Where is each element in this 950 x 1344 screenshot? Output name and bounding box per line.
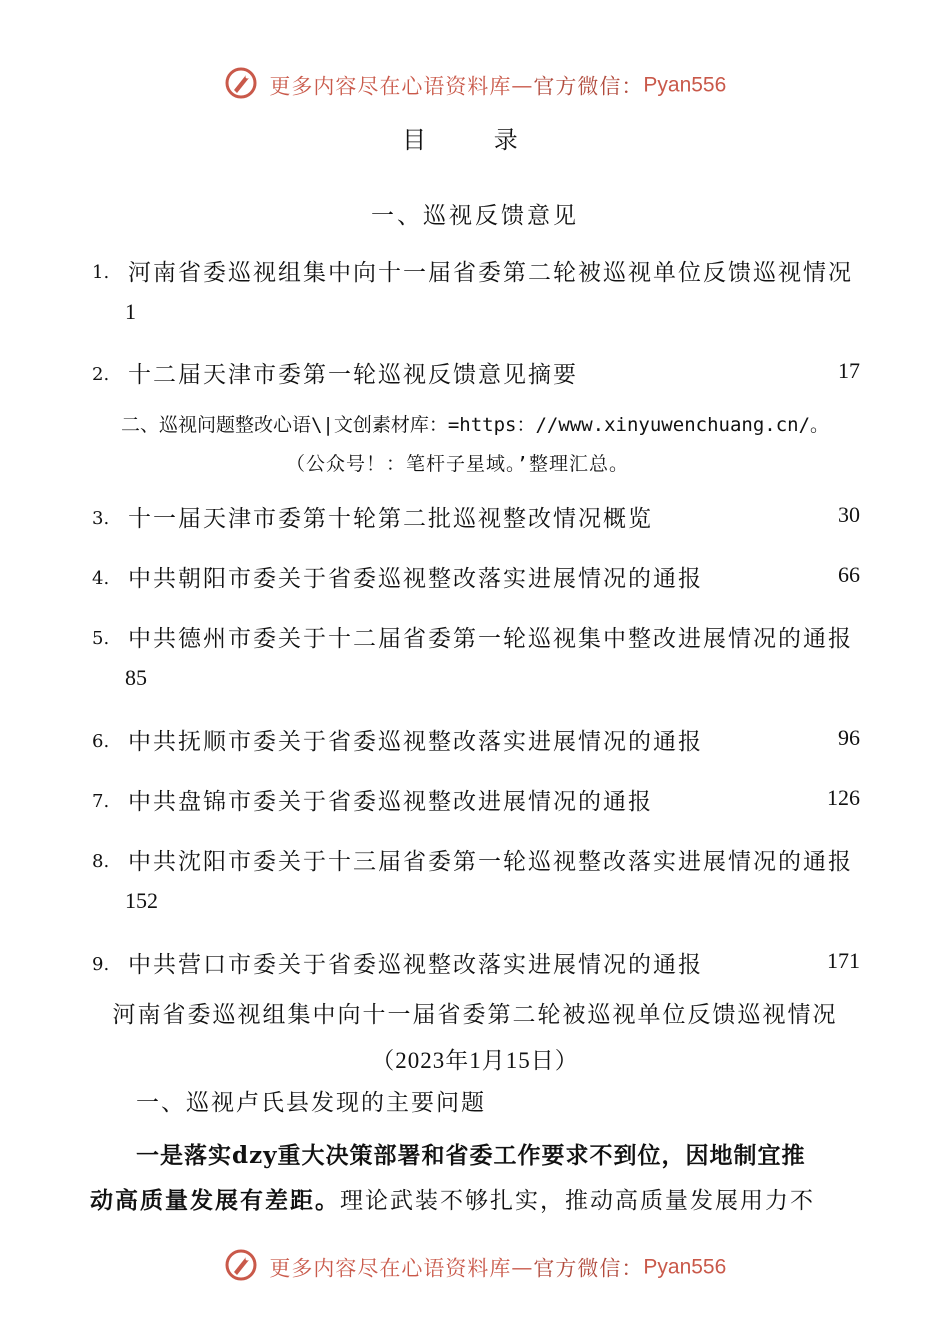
banner-separator: —: [511, 73, 534, 98]
toc-item-title[interactable]: 中共营口市委关于省委巡视整改落实进展情况的通报: [128, 952, 703, 978]
toc-item-title[interactable]: 中共朝阳市委关于省委巡视整改落实进展情况的通报: [128, 566, 703, 592]
header-banner: [0, 66, 950, 105]
toc-item-title[interactable]: 中共抚顺市委关于省委巡视整改落实进展情况的通报: [128, 729, 703, 755]
toc-item-page: 171: [827, 948, 860, 973]
toc-item-page: 96: [838, 725, 860, 750]
toc-item-number: 9.: [92, 954, 110, 975]
toc-item-page: 126: [827, 785, 860, 810]
article-paragraph-line: [90, 1182, 815, 1215]
toc-item-number: 2.: [92, 364, 110, 385]
banner-wechat-id: Pyan556: [643, 73, 727, 97]
toc-item-page: 152: [125, 888, 158, 913]
toc-item-number: 8.: [92, 851, 110, 872]
banner-wechat-id: Pyan556: [643, 1255, 727, 1279]
toc-item-number: 7.: [92, 791, 110, 812]
footer-banner: [0, 1248, 950, 1287]
article-bold-lead: 动高质量发展有差距。: [90, 1187, 340, 1214]
article-date: （2023年1月15日）: [371, 1048, 579, 1073]
toc-item-number: 5.: [92, 628, 110, 649]
toc-item-page: 66: [838, 562, 860, 587]
toc-item-title[interactable]: 中共盘锦市委关于省委巡视整改进展情况的通报: [128, 789, 653, 815]
toc-item-title[interactable]: 中共德州市委关于十二届省委第一轮巡视集中整改进展情况的通报: [128, 626, 853, 652]
toc-item-page: 17: [838, 358, 860, 383]
toc-section-2-note: （公众号！：笔杆子星域。’整理汇总。: [286, 453, 629, 475]
toc-item-number: 6.: [92, 731, 110, 752]
toc-item-title[interactable]: 河南省委巡视组集中向十一届省委第二轮被巡视单位反馈巡视情况: [128, 260, 853, 286]
toc-section-2: 二、巡视问题整改心语\|文创素材库：=https：//www.xinyuwenchuang.cn/。: [120, 414, 830, 436]
article-bold-line: 一是落实dzy重大决策部署和省委工作要求不到位，因地制宜推: [136, 1142, 806, 1169]
toc-item-number: 3.: [92, 508, 110, 529]
toc-item-page: 85: [125, 665, 147, 690]
toc-item-title[interactable]: 十一届天津市委第十轮第二批巡视整改情况概览: [128, 506, 653, 532]
toc-item-page: 30: [838, 502, 860, 527]
toc-item-title[interactable]: 十二届天津市委第一轮巡视反馈意见摘要: [128, 362, 578, 388]
toc-section-1: 一、巡视反馈意见: [371, 203, 579, 229]
banner-wechat-label: 官方微信：: [533, 1256, 644, 1281]
banner-text: 更多内容尽在心语资料库: [269, 1256, 512, 1281]
article-heading: 一、巡视卢氏县发现的主要问题: [136, 1090, 486, 1116]
article-normal-text: 理论武装不够扎实，推动高质量发展用力不: [340, 1188, 815, 1214]
toc-title: 目 录: [402, 126, 548, 154]
toc-item-number: 1.: [92, 262, 110, 283]
pen-logo-icon: [224, 1248, 258, 1287]
article-title: 河南省委巡视组集中向十一届省委第二轮被巡视单位反馈巡视情况: [112, 1002, 838, 1028]
banner-separator: —: [511, 1255, 534, 1280]
toc-item-number: 4.: [92, 568, 110, 589]
toc-item-title[interactable]: 中共沈阳市委关于十三届省委第一轮巡视整改落实进展情况的通报: [128, 849, 853, 875]
banner-text: 更多内容尽在心语资料库: [269, 74, 512, 99]
banner-wechat-label: 官方微信：: [533, 74, 644, 99]
pen-logo-icon: [224, 66, 258, 105]
toc-item-page: 1: [125, 299, 136, 324]
